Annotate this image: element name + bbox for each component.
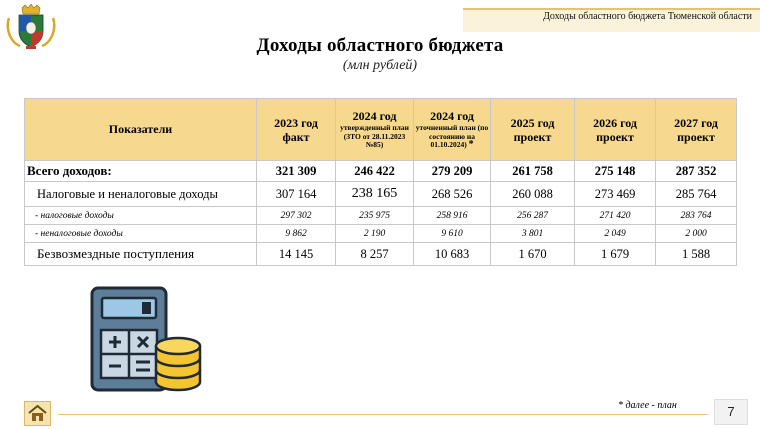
header-status: проект	[596, 129, 634, 144]
table-row-total-revenue	[25, 161, 737, 182]
header-note: утвержденный план (ЗТО от 28.11.2023 №85)	[340, 123, 409, 150]
table-row-tax-nontax	[25, 182, 737, 207]
header-status: проект	[513, 129, 552, 144]
table-cell: 283 764	[656, 207, 737, 225]
header-note	[414, 124, 490, 150]
header-status: проект	[677, 129, 715, 144]
header-year: 2023 год	[274, 115, 318, 130]
header-year: 2026 год	[593, 115, 637, 130]
table-cell: 268 526	[414, 182, 491, 207]
table-cell: 261 758	[491, 161, 575, 182]
table-cell: 258 916	[414, 207, 491, 225]
table-row-tax-revenue	[25, 207, 737, 225]
table-cell: 287 352	[656, 161, 737, 182]
table-cell: 256 287	[491, 207, 575, 225]
table-cell: 1 588	[656, 243, 737, 266]
header-note-text: уточненный план (по состоянию на 01.10.2024)	[415, 123, 489, 150]
header-cell-indicators: Показатели	[25, 99, 257, 161]
footnote: * далее - план	[618, 400, 677, 411]
table-cell: 321 309	[257, 161, 336, 182]
page-subtitle: (млн рублей)	[342, 58, 418, 73]
header-cell-2026	[575, 99, 656, 161]
calculator-icon	[90, 286, 206, 394]
table-cell: 2 000	[656, 225, 737, 243]
table-cell: 14 145	[257, 243, 336, 266]
table-cell: 2 049	[575, 225, 656, 243]
table-cell: 273 469	[575, 182, 656, 207]
table-row-gratuitous-receipts	[25, 243, 737, 266]
home-icon	[28, 405, 47, 422]
table-cell: 271 420	[575, 207, 656, 225]
row-label: Всего доходов:	[25, 161, 257, 182]
table-header-row	[25, 99, 737, 161]
row-label: Безвозмездные поступления	[25, 243, 257, 266]
page-title: Доходы областного бюджета	[256, 35, 504, 56]
table-row-nontax-revenue	[25, 225, 737, 243]
header-title: Доходы областного бюджета Тюменской области	[543, 11, 752, 22]
table-cell: 9 862	[257, 225, 336, 243]
header-cell-2024-revised	[414, 99, 491, 161]
header-year: 2024 год	[430, 109, 474, 124]
table-cell: 285 764	[656, 182, 737, 207]
header-year: 2027 год	[674, 115, 718, 130]
row-label: Налоговые и неналоговые доходы	[25, 182, 257, 207]
table-cell: 297 302	[257, 207, 336, 225]
table-cell: 1 670	[491, 243, 575, 266]
home-button[interactable]	[24, 401, 51, 426]
table-cell: 279 209	[414, 161, 491, 182]
header-status: факт	[282, 129, 310, 144]
table-cell: 260 088	[491, 182, 575, 207]
row-label: - налоговые доходы	[25, 207, 257, 225]
table-cell: 10 683	[414, 243, 491, 266]
table-cell: 8 257	[336, 243, 414, 266]
header-cell-2024-approved	[336, 99, 414, 161]
table-cell: 238 165	[336, 182, 414, 207]
table-cell: 275 148	[575, 161, 656, 182]
header-cell-2027	[656, 99, 737, 161]
header-year: 2025 год	[510, 115, 555, 130]
row-label: - неналоговые доходы	[25, 225, 257, 243]
table-cell: 1 679	[575, 243, 656, 266]
table-cell: 9 610	[414, 225, 491, 243]
footnote-mark: *	[468, 139, 474, 151]
table-cell: 307 164	[257, 182, 336, 207]
table-cell: 3 801	[491, 225, 575, 243]
footer-divider	[58, 414, 708, 415]
revenue-table	[24, 98, 737, 266]
page-number: 7	[714, 399, 748, 425]
table-cell: 246 422	[336, 161, 414, 182]
header-year: 2024 год	[352, 109, 397, 124]
header-cell-2023	[257, 99, 336, 161]
table-cell: 2 190	[336, 225, 414, 243]
header-cell-2025	[491, 99, 575, 161]
table-cell: 235 975	[336, 207, 414, 225]
